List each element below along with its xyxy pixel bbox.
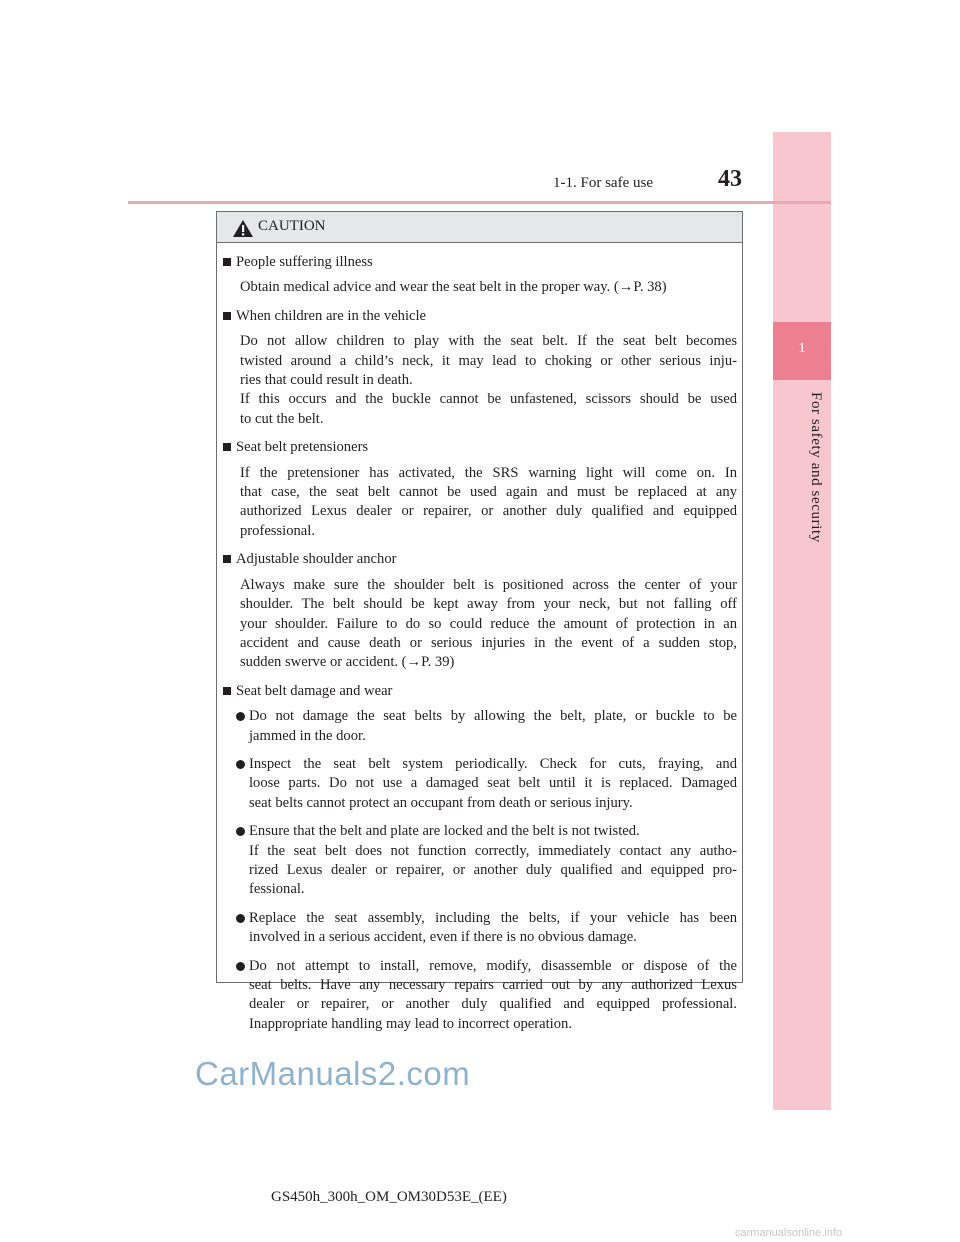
caution-paragraph [240,576,737,673]
caution-topic-title [222,438,737,457]
square-bullet-icon [223,443,231,451]
bullet-text [249,707,737,746]
section-title: 1-1. For safe use [553,175,653,191]
text-line: Replace the seat assembly, including the belts, if your vehicle has been [249,909,737,926]
text-line: dealer or repairer, or another duly qualified and equipped professional. [249,996,737,1013]
side-tab [773,132,831,1110]
caution-bullet-item [236,909,737,948]
topic-title-text: Seat belt pretensioners [236,439,369,456]
round-bullet-icon [236,827,245,836]
text-line: authorized Lexus dealer or repairer, or another duly qualified and equipped [240,503,737,520]
caution-paragraph [240,278,737,297]
text-line: If this occurs and the buckle cannot be unfastened, scissors should be used [240,391,737,408]
text-line: your shoulder. Failure to do so could reduce the amount of protection in an [240,615,737,632]
caution-topic-title [222,307,737,326]
round-bullet-icon [236,914,245,923]
caution-content [222,253,737,1043]
manual-code: GS450h_300h_OM_OM30D53E_(EE) [271,1189,507,1205]
text-line: seat belts cannot protect an occupant from death or serious injury. [249,794,633,811]
bullet-text [249,755,737,813]
caution-bullet-item [236,822,737,900]
side-tab-title: For safety and security [808,392,824,543]
caution-topic-title [222,682,737,701]
text-line: accident and cause death or serious injuries in the event of a sudden stop, [240,634,737,651]
side-tab-chapter-number: 1 [798,341,806,356]
square-bullet-icon [223,687,231,695]
text-line: loose parts. Do not use a damaged seat belt until it is replaced. Damaged [249,775,737,792]
text-line: to cut the belt. [240,410,324,427]
text-line: Inappropriate handling may lead to incorrect operation. [249,1015,572,1032]
square-bullet-icon [223,312,231,320]
caution-label: CAUTION [258,218,326,234]
caution-paragraph [240,332,737,429]
text-line: sudden swerve or accident. (→P. 39) [240,654,455,671]
topic-title-text: People suffering illness [236,254,373,270]
warning-triangle-icon [232,219,254,238]
round-bullet-icon [236,760,245,769]
text-line: Ensure that the belt and plate are locked and the belt is not twisted. [249,823,640,840]
round-bullet-icon [236,962,245,971]
text-line: Obtain medical advice and wear the seat belt in the proper way. (→P. 38) [240,279,667,296]
text-line: Do not allow children to play with the seat belt. If the seat belt becomes [240,333,737,350]
text-line: Inspect the seat belt system periodically. Check for cuts, fraying, and [249,755,737,772]
text-line: rized Lexus dealer or repairer, or another duly qualified and equipped pro- [249,861,737,878]
text-line: professional. [240,522,315,539]
caution-bullet-item [236,957,737,1035]
watermark-corner: carmanualsonline.info [735,1227,843,1239]
caution-bullet-item [236,707,737,746]
bullet-text [249,822,737,900]
square-bullet-icon [223,555,231,563]
page-number: 43 [718,166,742,192]
text-line: involved in a serious accident, even if there is no obvious damage. [249,929,637,946]
topic-title-text: Seat belt damage and wear [236,682,393,699]
text-line: seat belts. Have any necessary repairs carried out by any authorized Lexus [249,977,737,993]
text-line: Do not damage the seat belts by allowing the belt, plate, or buckle to be [249,708,737,725]
round-bullet-icon [236,712,245,721]
bullet-text [249,957,737,1035]
topic-title-text: When children are in the vehicle [236,307,427,324]
text-line: If the seat belt does not function correctly, immediately contact any autho- [249,842,737,859]
text-line: If the pretensioner has activated, the SRS warning light will come on. In [240,464,737,481]
watermark: CarManuals2.com [195,1055,471,1092]
caution-topic-title [222,253,737,272]
text-line: Always make sure the shoulder belt is positioned across the center of your [240,576,737,593]
text-line: Do not attempt to install, remove, modify, disassemble or dispose of the [249,957,737,974]
bullet-text [249,909,737,948]
text-line: shoulder. The belt should be kept away from your neck, but not falling off [240,596,737,613]
topic-title-text: Adjustable shoulder anchor [236,551,397,568]
caution-paragraph [240,464,737,542]
square-bullet-icon [223,258,231,266]
text-line: that case, the seat belt cannot be used again and must be replaced at any [240,484,737,501]
text-line: jammed in the door. [249,727,366,744]
text-line: twisted around a child’s neck, it may lead to choking or other serious inju- [240,352,737,369]
text-line: fessional. [249,881,305,898]
caution-bullet-item [236,755,737,813]
header-rule [128,201,831,204]
text-line: ries that could result in death. [240,372,413,389]
caution-topic-title [222,550,737,569]
